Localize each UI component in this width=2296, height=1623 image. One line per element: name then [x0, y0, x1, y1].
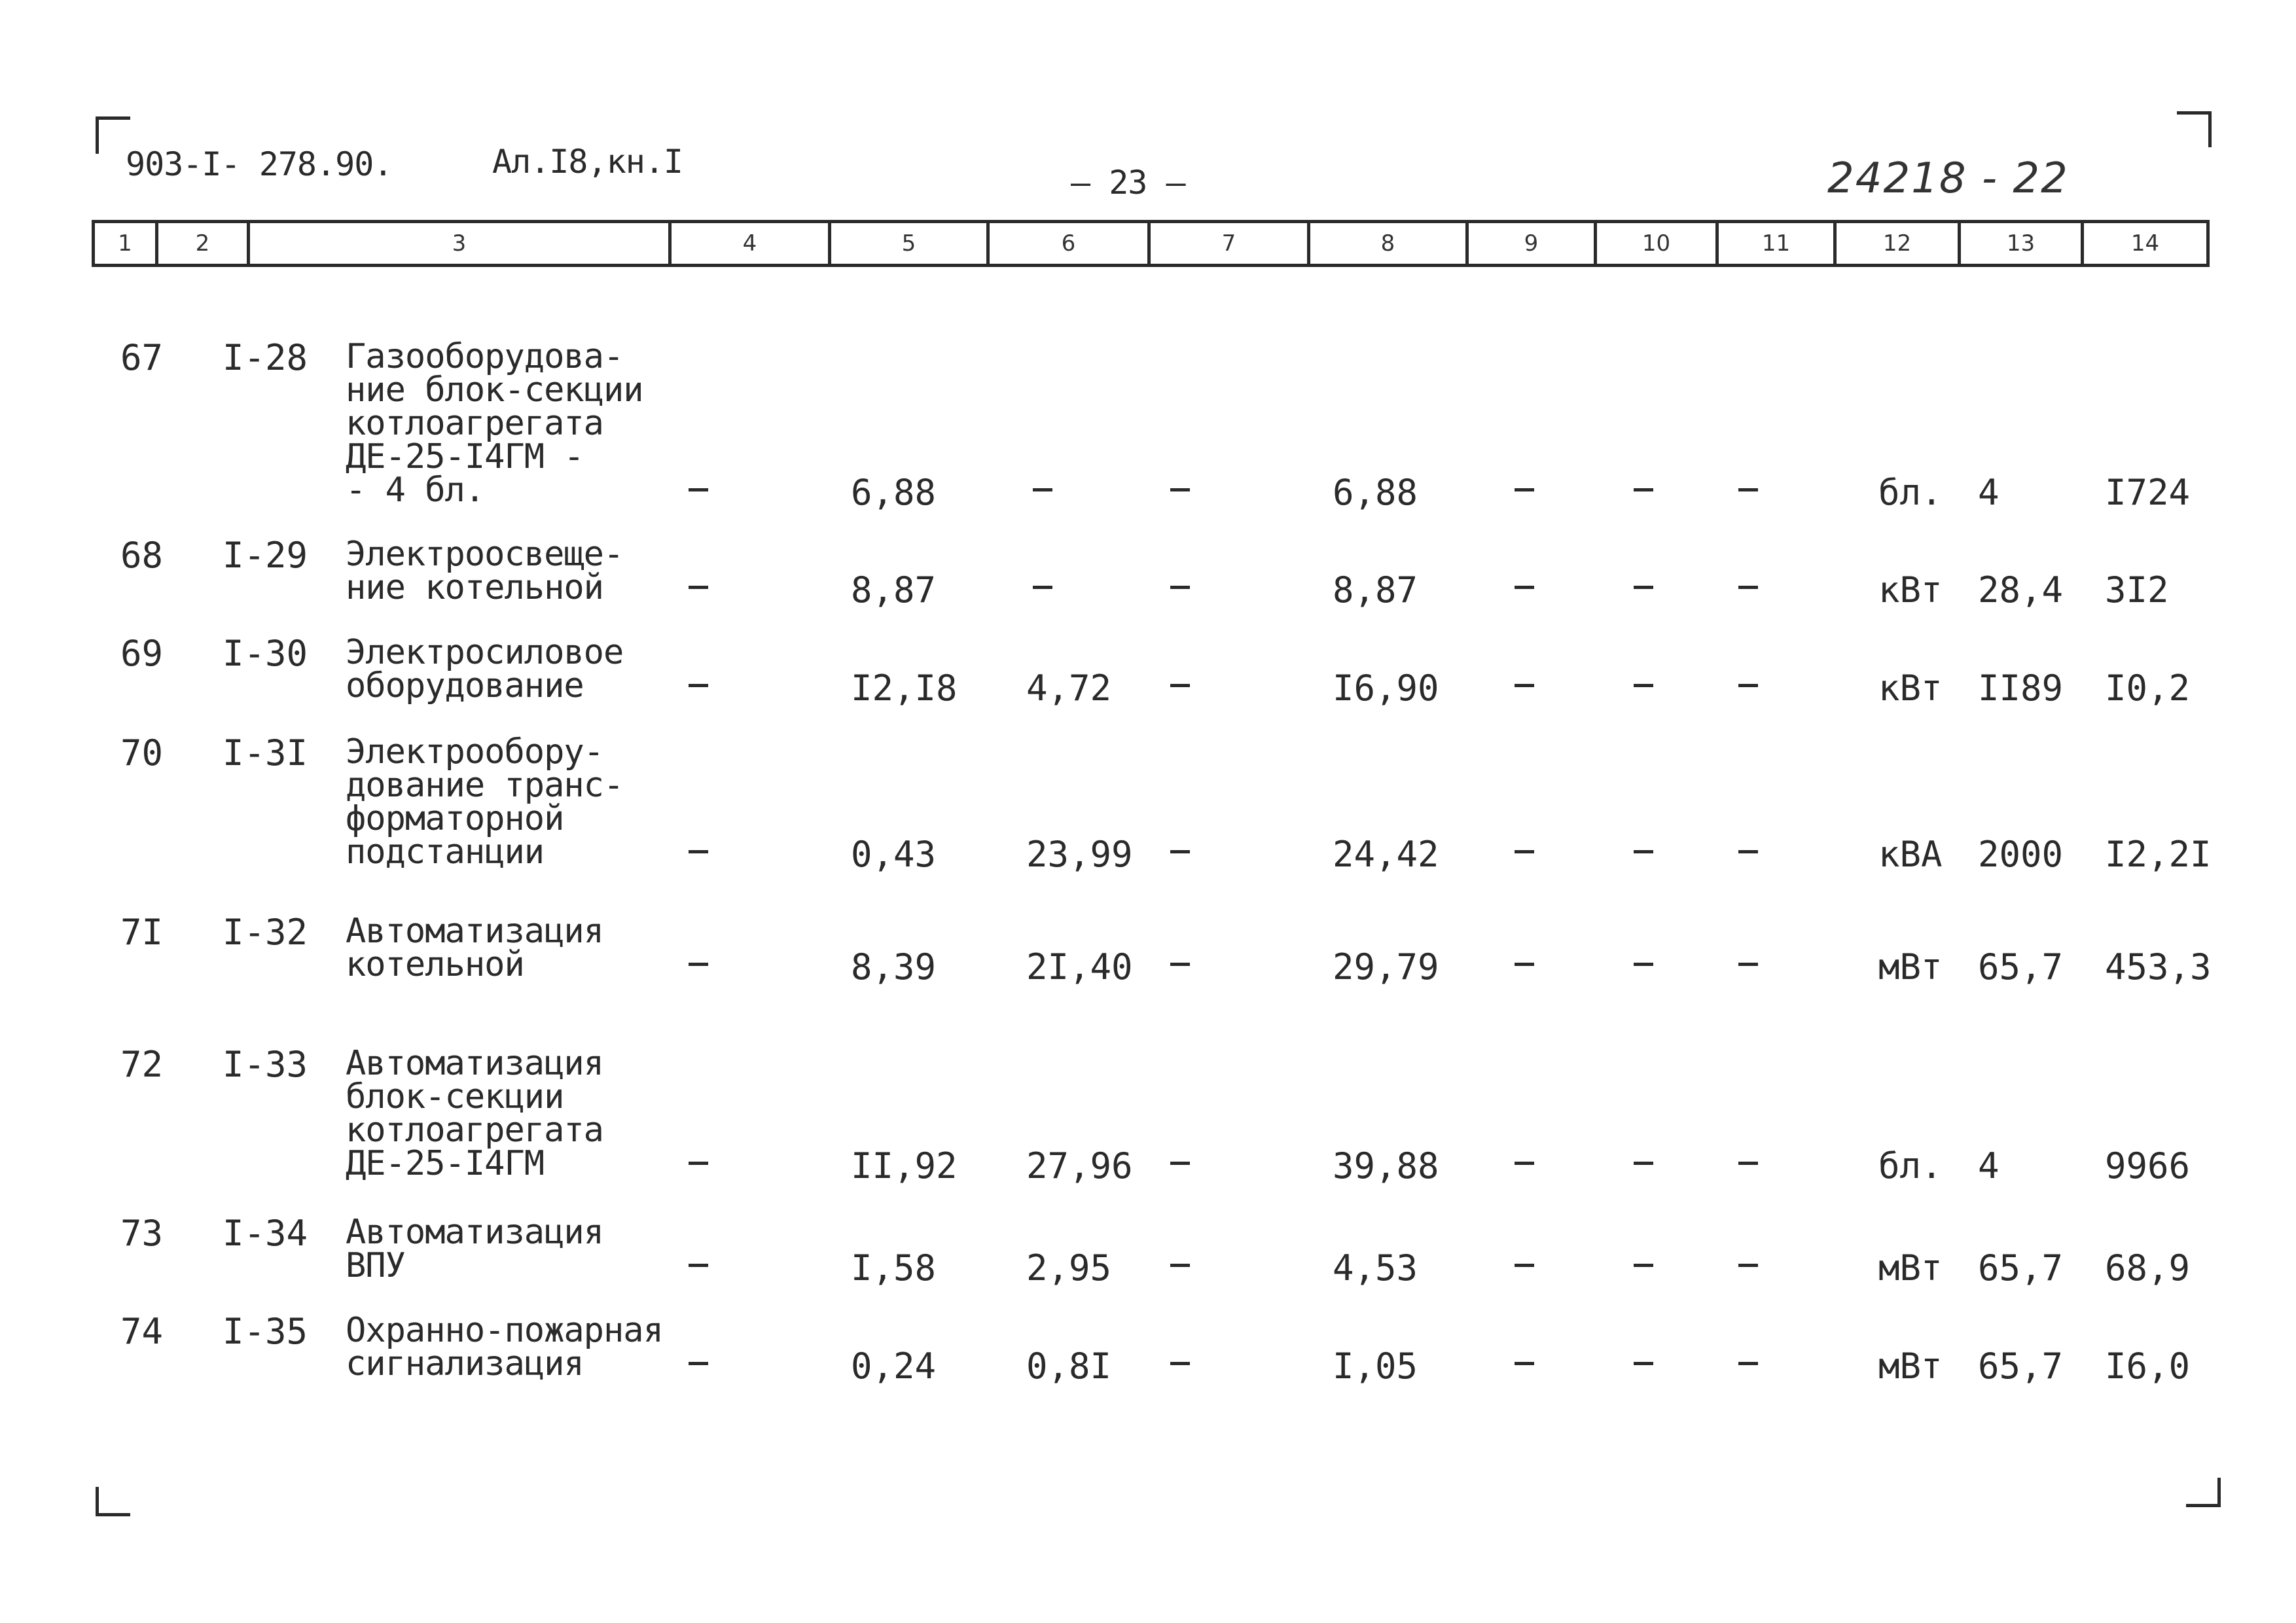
col-10-value	[1634, 850, 1653, 853]
col-5-value: 0,24	[851, 1346, 937, 1387]
col-4-value	[689, 488, 708, 491]
col-10-value	[1634, 1264, 1653, 1267]
col-10-value	[1634, 586, 1653, 589]
col-10-value	[1634, 488, 1653, 491]
col-7-value	[1170, 488, 1190, 491]
column-number-13: 13	[1958, 223, 2081, 264]
col-4-value	[689, 684, 708, 687]
col-6-value: 4,72	[1026, 668, 1112, 709]
position-code: I-30	[223, 633, 308, 674]
description-line: оборудование	[346, 666, 584, 705]
col-7-value	[1170, 963, 1190, 966]
col-6-value: 2I,40	[1026, 946, 1133, 988]
description-line: Электрообору-	[346, 732, 603, 772]
col-14-value: 9966	[2105, 1145, 2191, 1186]
col-8-value: 29,79	[1333, 946, 1439, 988]
col-7-value	[1170, 586, 1190, 589]
row-number: 69	[120, 633, 164, 674]
col-9-value	[1515, 586, 1534, 589]
quantity-value: 4	[1978, 1145, 2000, 1186]
col-8-value: 24,42	[1333, 834, 1439, 875]
col-4-value	[689, 963, 708, 966]
col-5-value: 8,39	[851, 946, 937, 988]
column-number-5: 5	[828, 223, 986, 264]
description-line: блок-секции	[346, 1077, 564, 1116]
col-4-value	[689, 586, 708, 589]
description-line: котлоагрегата	[346, 1111, 603, 1150]
col-8-value: I,05	[1333, 1346, 1418, 1387]
description-line: котлоагрегата	[346, 404, 603, 443]
col-6-value: 23,99	[1026, 834, 1133, 875]
col-10-value	[1634, 1162, 1653, 1165]
col-5-value: II,92	[851, 1145, 958, 1186]
col-9-value	[1515, 1362, 1534, 1365]
quantity-value: 65,7	[1978, 1346, 2064, 1387]
col-6-value	[1033, 586, 1052, 589]
col-7-value	[1170, 1162, 1190, 1165]
column-number-3: 3	[247, 223, 668, 264]
column-number-8: 8	[1307, 223, 1465, 264]
column-number-4: 4	[668, 223, 828, 264]
col-4-value	[689, 1264, 708, 1267]
description-line: - 4 бл.	[346, 471, 485, 510]
column-number-12: 12	[1833, 223, 1958, 264]
col-7-value	[1170, 850, 1190, 853]
col-9-value	[1515, 488, 1534, 491]
row-number: 7I	[120, 912, 164, 953]
col-9-value	[1515, 963, 1534, 966]
unit-of-measure: мВт	[1878, 1247, 1943, 1289]
quantity-value: 65,7	[1978, 1247, 2064, 1289]
column-number-10: 10	[1594, 223, 1715, 264]
quantity-value: 28,4	[1978, 569, 2064, 611]
col-14-value: 453,3	[2105, 946, 2212, 988]
quantity-value: II89	[1978, 668, 2064, 709]
col-7-value	[1170, 1264, 1190, 1267]
unit-of-measure: мВт	[1878, 946, 1943, 988]
col-14-value: 3I2	[2105, 569, 2169, 611]
col-8-value: 4,53	[1333, 1247, 1418, 1289]
unit-of-measure: кВт	[1878, 569, 1943, 611]
inventory-number: 24218 - 22	[1827, 154, 2069, 203]
unit-of-measure: мВт	[1878, 1346, 1943, 1387]
row-number: 74	[120, 1311, 164, 1352]
col-11-value	[1738, 850, 1758, 853]
col-11-value	[1738, 1362, 1758, 1365]
col-5-value: 0,43	[851, 834, 937, 875]
corner-mark-bottom-left	[96, 1487, 130, 1516]
description-line: форматорной	[346, 799, 564, 838]
col-14-value: I2,2I	[2105, 834, 2212, 875]
unit-of-measure: бл.	[1878, 472, 1943, 513]
description-line: Автоматизация	[346, 1044, 603, 1083]
col-6-value: 0,8I	[1026, 1346, 1112, 1387]
row-number: 72	[120, 1044, 164, 1085]
description-line: Охранно-пожарная	[346, 1311, 663, 1350]
col-6-value: 2,95	[1026, 1247, 1112, 1289]
col-5-value: 8,87	[851, 569, 937, 611]
col-14-value: I724	[2105, 472, 2191, 513]
description-line: ДЕ-25-I4ГМ -	[346, 437, 584, 476]
column-number-1: 1	[118, 230, 132, 257]
col-11-value	[1738, 963, 1758, 966]
column-number-11: 11	[1715, 223, 1833, 264]
quantity-value: 4	[1978, 472, 2000, 513]
description-line: ВПУ	[346, 1246, 405, 1285]
col-6-value: 27,96	[1026, 1145, 1133, 1186]
position-code: I-3I	[223, 732, 308, 774]
corner-mark-top-right	[2177, 111, 2212, 147]
col-4-value	[689, 1362, 708, 1365]
column-number-6: 6	[986, 223, 1147, 264]
description-line: сигнализация	[346, 1344, 584, 1383]
description-line: подстанции	[346, 832, 545, 872]
col-9-value	[1515, 850, 1534, 853]
corner-mark-bottom-right	[2186, 1478, 2221, 1507]
col-7-value	[1170, 1362, 1190, 1365]
col-5-value: 6,88	[851, 472, 937, 513]
position-code: I-33	[223, 1044, 308, 1085]
description-line: ДЕ-25-I4ГМ	[346, 1144, 545, 1183]
row-number: 73	[120, 1213, 164, 1254]
col-4-value	[689, 850, 708, 853]
document-code: 903-I- 278.90.	[126, 145, 393, 183]
col-10-value	[1634, 1362, 1653, 1365]
unit-of-measure: кВА	[1878, 834, 1943, 875]
position-code: I-35	[223, 1311, 308, 1352]
description-line: котельной	[346, 945, 524, 984]
column-number-7: 7	[1147, 223, 1307, 264]
col-11-value	[1738, 684, 1758, 687]
description-line: Электроосвеще-	[346, 535, 624, 574]
unit-of-measure: бл.	[1878, 1145, 1943, 1186]
album-reference: Ал.I8,кн.I	[492, 143, 683, 181]
position-code: I-32	[223, 912, 308, 953]
row-number: 67	[120, 337, 164, 378]
description-line: Газооборудова-	[346, 337, 624, 376]
col-10-value	[1634, 963, 1653, 966]
col-7-value	[1170, 684, 1190, 687]
page-number: — 23 —	[1071, 164, 1185, 202]
col-4-value	[689, 1162, 708, 1165]
position-code: I-34	[223, 1213, 308, 1254]
unit-of-measure: кВт	[1878, 668, 1943, 709]
column-number-14: 14	[2081, 223, 2206, 264]
column-number-9: 9	[1465, 223, 1594, 264]
row-number: 68	[120, 535, 164, 576]
description-line: ние котельной	[346, 568, 603, 607]
col-14-value: I0,2	[2105, 668, 2191, 709]
row-number: 70	[120, 732, 164, 774]
description-line: Электросиловое	[346, 633, 624, 672]
position-code: I-28	[223, 337, 308, 378]
quantity-value: 2000	[1978, 834, 2064, 875]
col-10-value	[1634, 684, 1653, 687]
col-9-value	[1515, 684, 1534, 687]
col-14-value: I6,0	[2105, 1346, 2191, 1387]
col-11-value	[1738, 488, 1758, 491]
col-8-value: 6,88	[1333, 472, 1418, 513]
description-line: дование транс-	[346, 766, 624, 805]
col-5-value: I,58	[851, 1247, 937, 1289]
col-14-value: 68,9	[2105, 1247, 2191, 1289]
col-6-value	[1033, 488, 1052, 491]
col-9-value	[1515, 1264, 1534, 1267]
col-8-value: 39,88	[1333, 1145, 1439, 1186]
col-11-value	[1738, 1162, 1758, 1165]
description-line: Автоматизация	[346, 912, 603, 951]
col-11-value	[1738, 1264, 1758, 1267]
col-8-value: I6,90	[1333, 668, 1439, 709]
col-8-value: 8,87	[1333, 569, 1418, 611]
quantity-value: 65,7	[1978, 946, 2064, 988]
column-number-2: 2	[155, 223, 247, 264]
description-line: ние блок-секции	[346, 370, 643, 410]
col-5-value: I2,I8	[851, 668, 958, 709]
col-11-value	[1738, 586, 1758, 589]
description-line: Автоматизация	[346, 1213, 603, 1252]
column-number-bar	[92, 220, 2210, 267]
col-9-value	[1515, 1162, 1534, 1165]
position-code: I-29	[223, 535, 308, 576]
